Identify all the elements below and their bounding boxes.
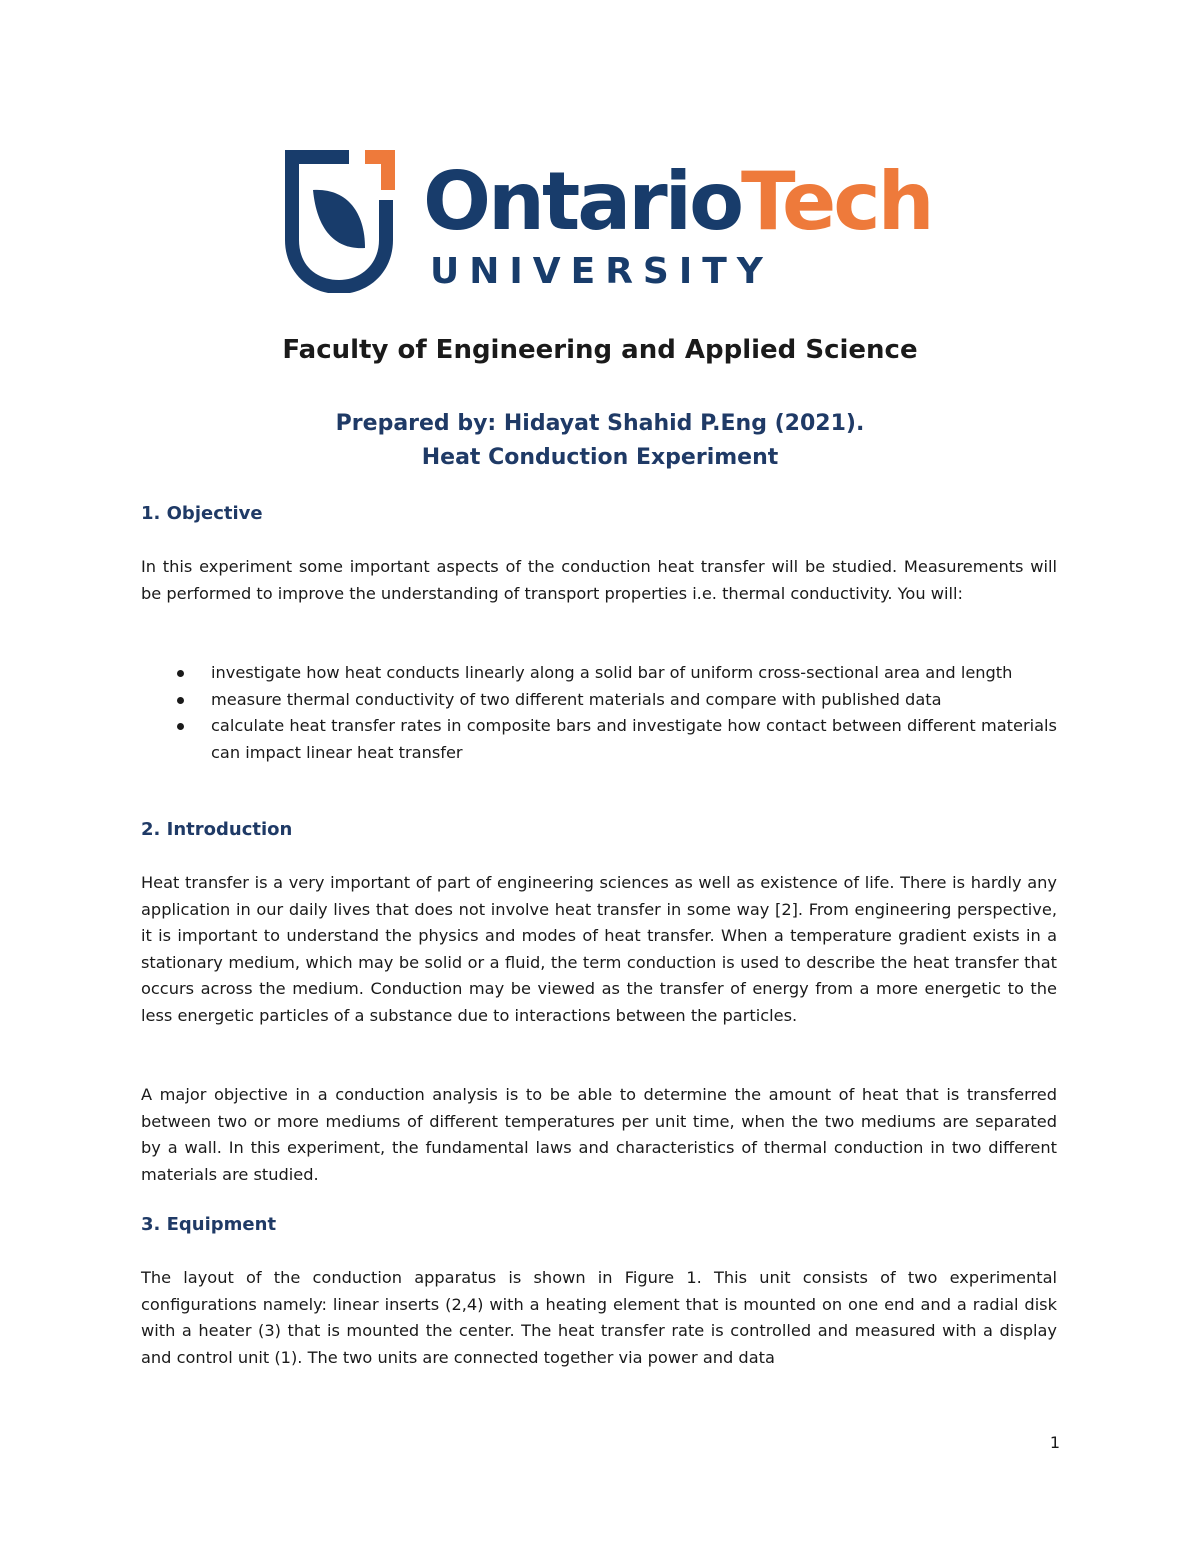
brand-subtitle: UNIVERSITY <box>430 251 773 292</box>
list-item <box>141 687 1057 714</box>
section-heading-equipment: 3. Equipment <box>141 1214 277 1235</box>
list-item-text: investigate how heat conducts linearly along a solid bar of uniform cross-sectional area and length <box>211 663 1013 682</box>
introduction-paragraph-1: Heat transfer is a very important of part of engineering sciences as well as existence of life. There is hardly any application in our daily lives that does not involve heat transfer in some way [2]. From engineering perspective, it is important to understand the physics and modes of heat transfer. When a temperature gradient exists in a stationary medium, which may be solid or a fluid, the term conduction is used to describe the heat transfer that occurs across the medium. Conduction may be viewed as the transfer of energy from a more energetic to the less energetic particles of a substance due to interactions between the particles. <box>141 873 1057 1025</box>
prepared-by: Prepared by: Hidayat Shahid P.Eng (2021). <box>335 411 865 436</box>
brand-name-ontario: Ontario <box>423 155 742 248</box>
university-logo <box>283 148 932 298</box>
brand-name <box>423 152 932 252</box>
list-item <box>141 660 1057 687</box>
list-item-text: measure thermal conductivity of two different materials and compare with published data <box>211 689 942 709</box>
equipment-paragraph: The layout of the conduction apparatus is shown in Figure 1. This unit consists of two experimental configurations namely: linear inserts (2,4) with a heating element that is mounted on one end and a radial disk with a heater (3) that is mounted the center. The heat transfer rate is controlled and measured with a display and control unit (1). The two units are connected together via power and data <box>141 1268 1057 1367</box>
bullet-icon <box>177 697 184 704</box>
section-heading-objective: 1. Objective <box>141 503 263 524</box>
objective-intro-paragraph: In this experiment some important aspects of the conduction heat transfer will be studied. Measurements will be performed to improve the understanding of transport properties i.e. thermal conductivity. You will: <box>141 557 1057 603</box>
bullet-icon <box>177 670 184 677</box>
document-title: Heat Conduction Experiment <box>421 445 779 470</box>
section-heading-introduction: 2. Introduction <box>141 819 293 840</box>
faculty-name: Faculty of Engineering and Applied Science <box>282 335 918 365</box>
list-item <box>141 713 1057 766</box>
introduction-paragraph-2: A major objective in a conduction analysis is to be able to determine the amount of heat that is transferred between two or more mediums of different temperatures per unit time, when the two mediums are separated by a wall. In this experiment, the fundamental laws and characteristics of thermal conduction in two different materials are studied. <box>141 1085 1057 1184</box>
ontario-tech-shield-icon <box>283 148 413 293</box>
bullet-icon <box>177 723 184 730</box>
list-item-text: calculate heat transfer rates in composite bars and investigate how contact between different materials can impact linear heat transfer <box>211 716 1057 762</box>
objective-bullet-list <box>141 660 1057 766</box>
brand-name-tech: Tech <box>741 155 932 248</box>
page-number: 1 <box>1049 1433 1060 1452</box>
